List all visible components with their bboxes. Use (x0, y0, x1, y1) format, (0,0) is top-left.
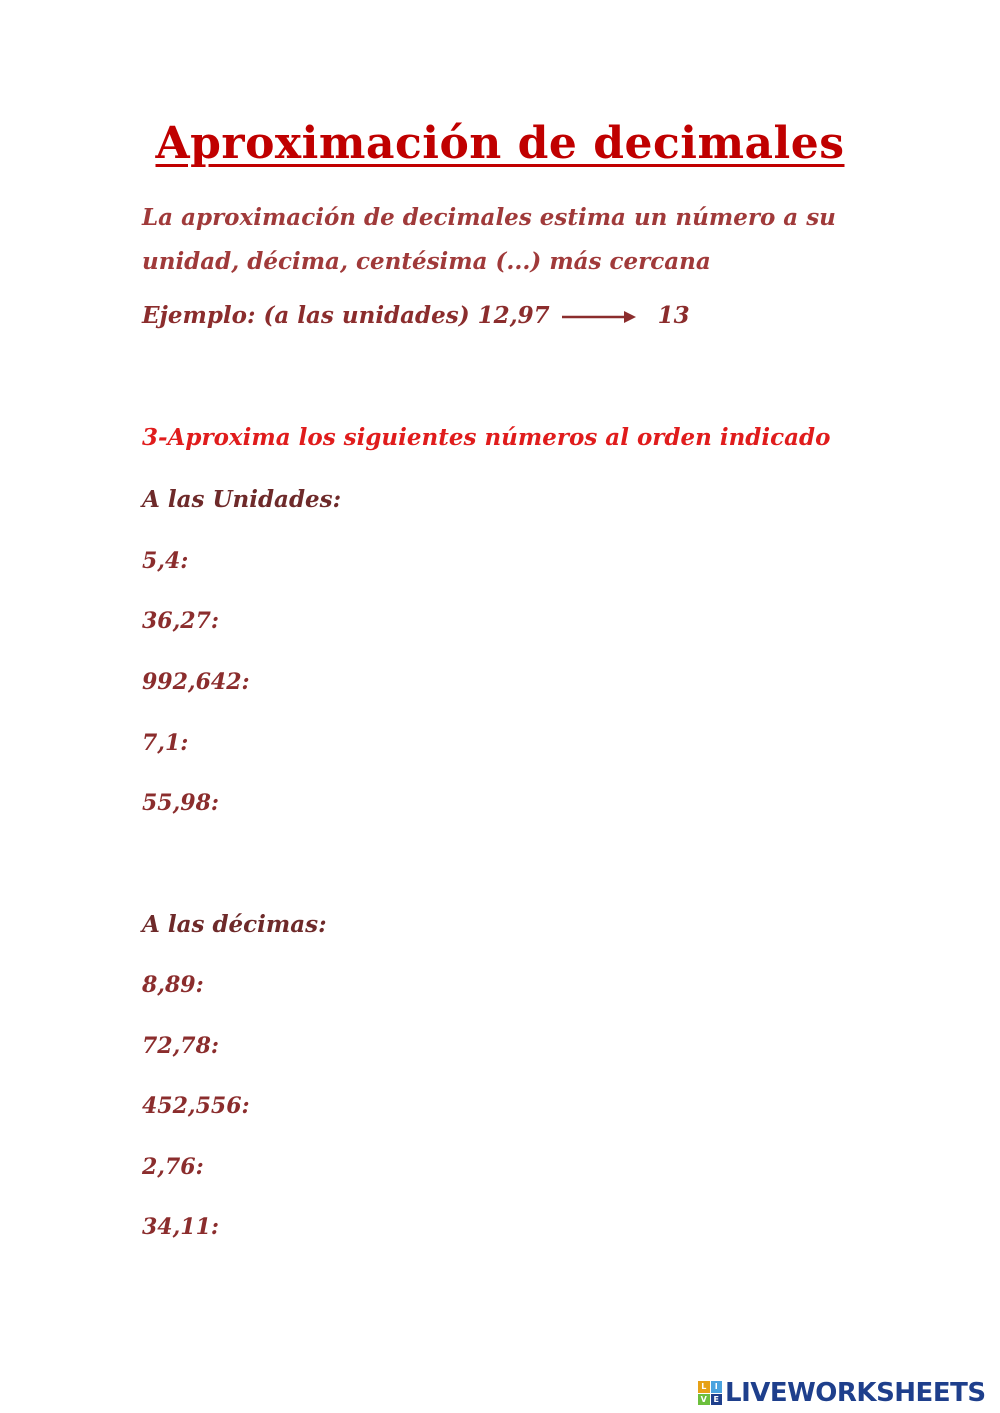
list-item: 72,78: (142, 1033, 220, 1059)
page-title-text: Aproximación de decimales (155, 118, 845, 169)
liveworksheets-brand: LIVEWORKSHEETS (725, 1378, 986, 1408)
example-result: 13 (657, 302, 690, 329)
list-item: 992,642: (142, 669, 250, 695)
arrow-right-icon (560, 309, 638, 325)
list-item: 452,556: (142, 1093, 250, 1119)
list-item: 8,89: (142, 972, 204, 998)
list-item: 55,98: (142, 790, 220, 816)
exercise-title: 3-Aproxima los siguientes números al orden indicado (142, 424, 831, 451)
page-title (0, 118, 1000, 169)
logo-letter-i: I (711, 1381, 723, 1393)
logo-letter-l: L (698, 1381, 710, 1393)
section-heading-unidades: A las Unidades: (142, 486, 342, 513)
logo-letter-e: E (711, 1394, 723, 1406)
section-heading-decimas: A las décimas: (142, 911, 327, 938)
list-item: 36,27: (142, 608, 220, 634)
liveworksheets-logo-icon (698, 1381, 722, 1405)
example-label: Ejemplo: (a las unidades) 12,97 (142, 302, 550, 329)
list-item: 7,1: (142, 730, 189, 756)
intro-paragraph: La aproximación de decimales estima un número a su unidad, décima, centésima (...) más cercana (142, 204, 836, 275)
list-item: 2,76: (142, 1154, 204, 1180)
example-line (142, 302, 690, 329)
liveworksheets-logo (698, 1378, 986, 1408)
logo-letter-v: V (698, 1394, 710, 1406)
list-item: 5,4: (142, 548, 189, 574)
list-item: 34,11: (142, 1214, 220, 1240)
